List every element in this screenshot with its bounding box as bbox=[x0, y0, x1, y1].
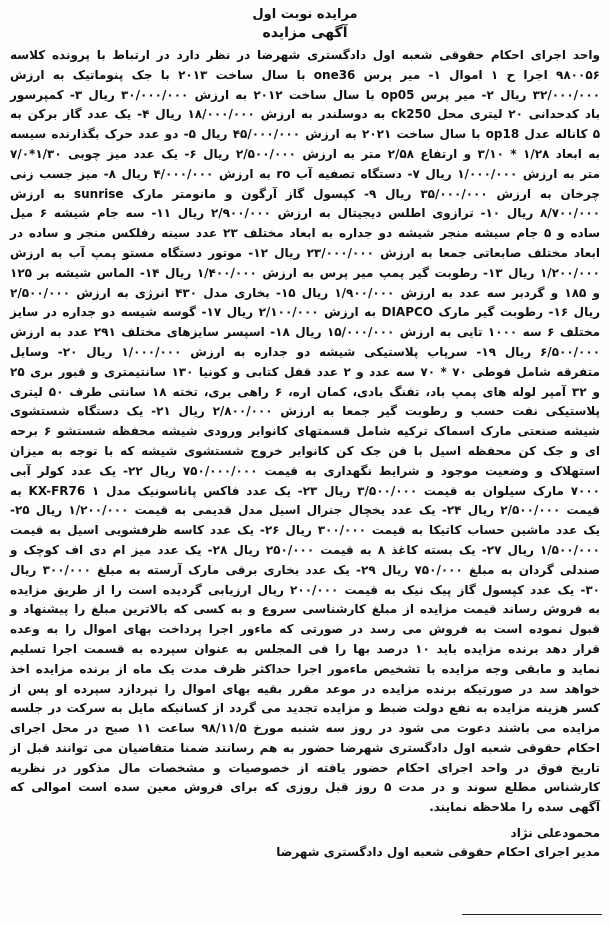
notice-signature bbox=[10, 824, 600, 862]
bottom-divider bbox=[462, 914, 602, 915]
signer-name: محمودعلی نژاد bbox=[510, 826, 600, 841]
signer-title: مدیر اجرای احکام حقوقی شعبه اول دادگستری شهرضا bbox=[276, 845, 600, 860]
notice-heading bbox=[10, 6, 600, 42]
notice-title-main: آگهی مزایده bbox=[262, 25, 348, 41]
notice-body: واحد اجرای احکام حقوقی شعبه اول دادگستری شهرضا در نظر دارد در ارتباط با پرونده کلاسه ۹۸۰۰۵۶ اجرا ح ۱ اموال ۱- میر پرس one36 با سال ساخت ۲۰۱۳ با جک پنوماتیک به ارزش ۳۲/۰۰۰/۰۰۰ ریال ۲- میر پرس op05 با سال ساخت ۲۰۱۲ به ارزش ۳۰/۰۰۰/۰۰۰ ریال ۳- کمپرسور باد کدحدانی ۲۰ لیتری محل ck250 به دوسلندر به ارزش ۱۸/۰۰۰/۰۰۰ ریال ۴- یک عدد گاز برکن به ۵ کاناله عدل op18 با سال ساخت ۲۰۲۱ به ارزش ۴۵/۰۰۰/۰۰۰ ریال ۵- دو عدد حرک بگذارنده سیسه به ابعاد ۱/۲۸ * ۳/۱۰ و ارتفاع ۲/۵۸ متر به ارزش ۲/۵۰۰/۰۰۰ ریال ۶- یک عدد میز چوبی ۱/۳۰*۷/۰ متر به ارزش ۱/۰۰۰/۰۰۰ ریال ۷- دستگاه تصفیه آب ro به ارزش ۴/۰۰۰/۰۰۰ ریال ۸- میز جسب زنی چرخان به ارزش ۳۵/۰۰۰/۰۰۰ ریال ۹- کپسول گاز آرگون و مانومتر مارک sunrise به ارزش ۸/۷۰۰/۰۰۰ ریال ۱۰- ترازوی اطلس دیجیتال به ارزش ۲/۹۰۰/۰۰۰ ریال ۱۱- سه جام شیشه ۶ میل ساده و ۵ جام سیشه منجر شیشه دو جداره به ابعاد مختلف ۲۳ عدد سینه رفلکس منجر و ساده در ابعاد مختلف صابعاتی جمعا به ارزش ۲۳/۰۰۰/۰۰۰ ریال ۱۲- موتور دستگاه مستو پمپ آب به ارزش ۱/۲۰۰/۰۰۰ ریال ۱۳- رطوبت گیر پمپ میر پرس به ارزش ۱/۴۰۰/۰۰۰ ریال ۱۴- الماس شیشه بر ۱۲۵ و ۱۸۵ و گردبر سه عدد به ارزش ۱/۹۰۰/۰۰۰ ریال ۱۵- بخاری مدل ۴۳۰ انرژی به ارزش ۲/۵۰۰/۰۰۰ ریال ۱۶- رطوبت گیر مارک DIAPCO به ارزش ۲/۱۰۰/۰۰۰ ریال ۱۷- گوسه شیسه دو جداره در سایز مختلف ۶ سه ۱۰۰۰ تایی به ارزش ۱۵/۰۰۰/۰۰۰ ریال ۱۸- اسپسر سایزهای مختلف ۲۹۱ عدد به ارزش ۶/۵۰۰/۰۰۰ ریال ۱۹- سرپاب پلاستیکی شیشه دو جداره به ارزش ۱/۰۰۰/۰۰۰ ریال ۲۰- وسایل متفرقه شامل فوطی ۷۰ * ۷۰ سه عدد و ۲ عدد قفل کتابی و کونیا ۱۳۰ سانتیمتری و قبور بری ۲۵ و ۳۲ آمپر لوله های پمپ باد، تفنگ بادی، کمان اره، ۶ راهی بری، تخته ۱۸ سانتی طرف ۵۰ لیتری پلاستیکی نفت حسب و رطوبت گیر جمعا به ارزش ۲/۸۰۰/۰۰۰ ریال ۲۱- یک دستگاه شستشوی شیشه صنعتی مارک اسماک ترکیه شامل قسمتهای کانوایر ورودی شیشه محفظه شستشو ۶ برحه ای و جک کن محفظه اسیل با فن جک کن کانوایر خروج شستشوی شیشه که با توجه به میزان استهلاک و وضعیت موجود و شرایط نگهداری به قیمت ۷۵۰/۰۰۰/۰۰۰ ریال ۲۲- یک عدد کولر آبی ۷۰۰۰ مارک سیلوان به قیمت ۳/۵۰۰/۰۰۰ ریال ۲۳- یک عدد فاکس پاناسونیک مدل KX-FR76 ۱ به قیمت ۲/۵۰۰/۰۰۰ ریال ۲۴- یک عدد یخچال جنرال اسیل مدل قدیمی به قیمت ۱/۲۰۰/۰۰۰ ریال ۲۵- یک عدد ماشین حساب کاتیکا به قیمت ۳۰۰/۰۰۰ ریال ۲۶- یک عدد کاسه ظرفشویی اسیل به قیمت ۱/۵۰۰/۰۰۰ ریال ۲۷- یک بسته کاغذ ۸ به قیمت ۲۵۰/۰۰۰ ریال ۲۸- یک عدد میز ام دی اف کوچک و صندلی گردان به مبلغ ۷۵۰/۰۰۰ ریال ۲۹- یک عدد بخاری برقی مارک آرسته به مبلغ ۳۰۰/۰۰۰ ریال ۳۰- یک عدد کپسول گاز پیک نیک به قیمت ۲۰۰/۰۰۰ ریال ارزیابی گردیده است را از طریق مزایده به فروش رساند قیمت مزایده از مبلغ کارشناسی سروع و به کسی که بالاترین مبلغ را پیشنهاد و قبول نموده است به فروش می رسد در صورتی که ماءور اجرا پرداخت بهای اموال را به وعده قرار دهد برنده مزایده باید ۱۰ درصد بها را فی المجلس به عنوان سپرده به قسمت اجرا تسلیم نماید و مابقی وجه مزایده با تشخیص ماءمور اجرا حداکثر ظرف مدت یک ماه از برنده مزایده اخذ خواهد سد در صورتیکه برنده مزایده در موعد مقرر بقیه بهای اموال را نپردازد سپرده او پس از کسر هزینه مزایده به نفع دولت ضبط و مزایده تجدید می گردد از کسانیکه مایل به سرکت در جلسه مزایده می باشند دعوت می شود در روز سه شنبه مورخ ۹۸/۱۱/۵ ساعت ۱۱ صبح در محل اجرای احکام حقوقی شعبه اول دادگستری شهرضا حضور به هم رسانند ضمنا متقاضیان می توانند قبل از تاریخ فوق در واحد اجرای احکام حضور یافته از خصوصیات و مشخصات مال مذکور در نظریه کارشناس مطلع سوند و در مدت ۵ روز قبل روزی که برای فروش معین سده است اموالی که آگهی سده را ملاحظه نمایند. bbox=[10, 48, 601, 815]
notice-title-round: مرایده نوبت اول bbox=[252, 7, 358, 22]
